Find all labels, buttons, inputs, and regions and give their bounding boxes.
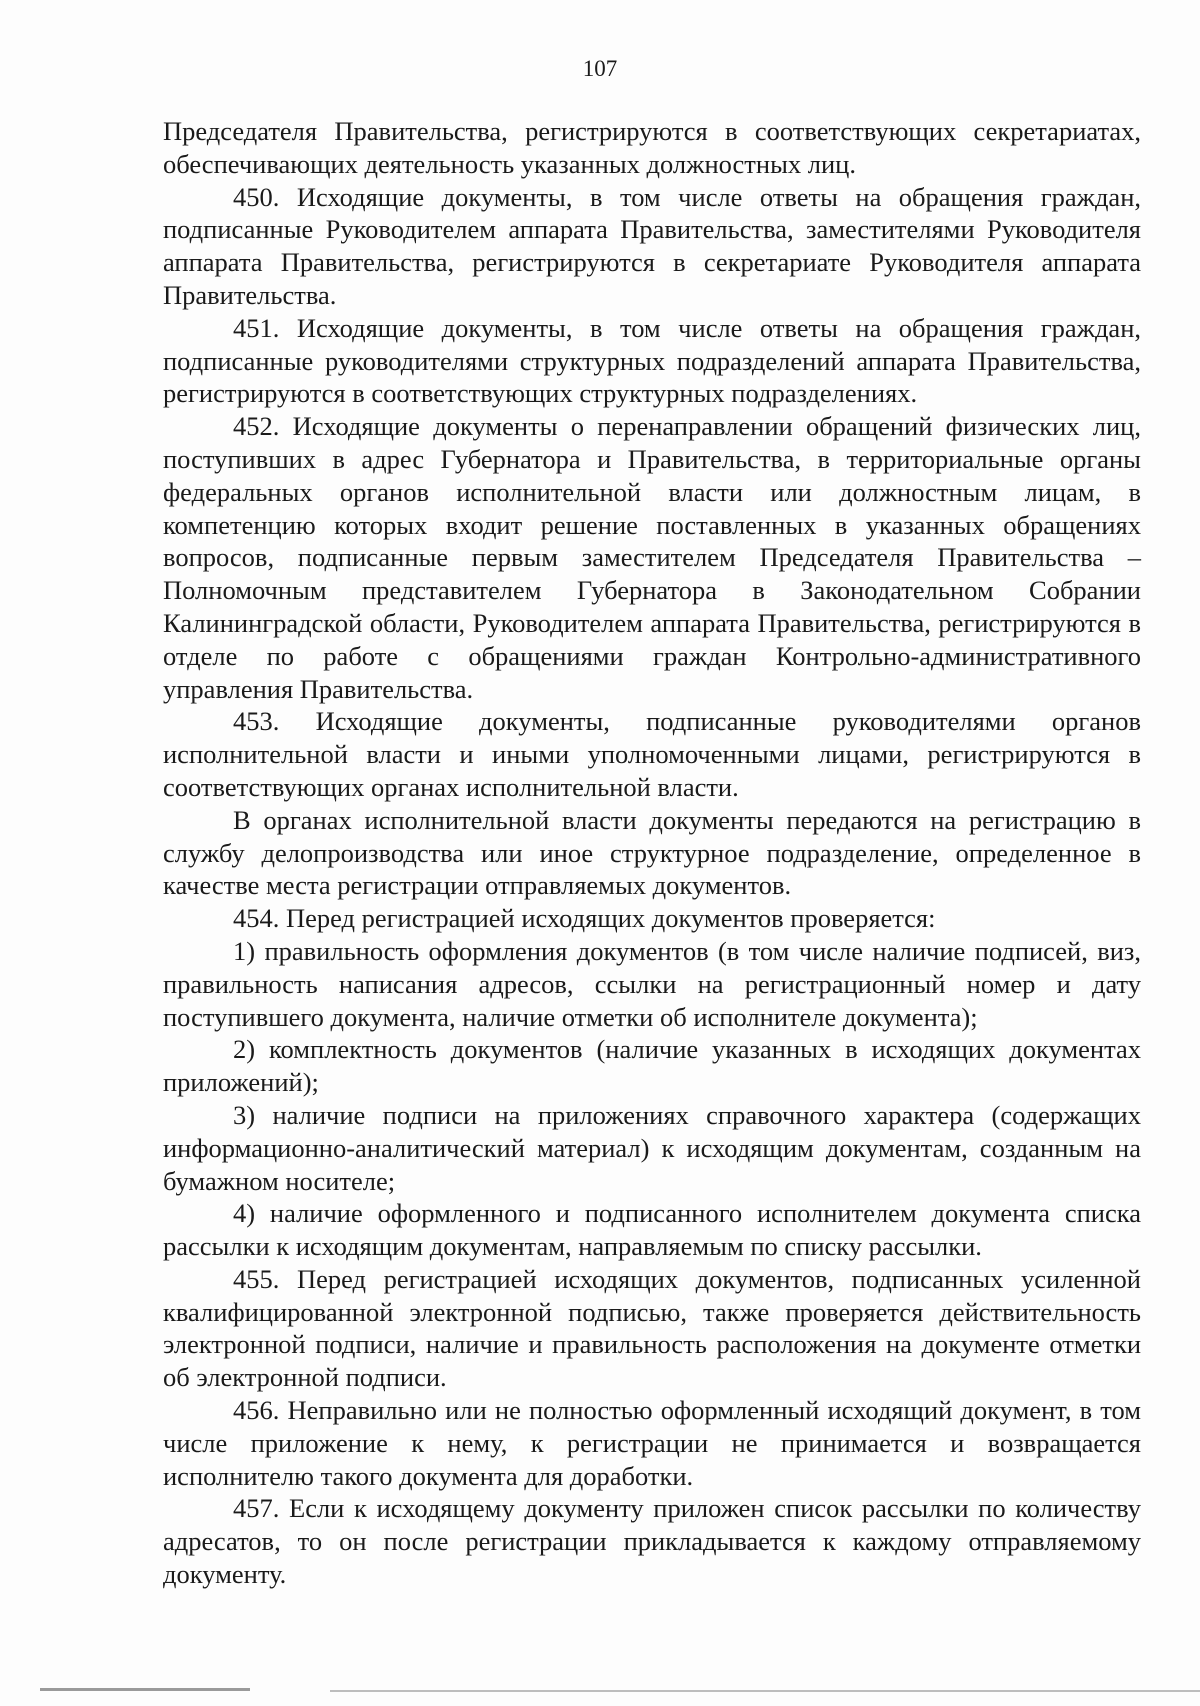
paragraph-453-note: В органах исполнительной власти документы передаются на регистрацию в службу делопроизводства или иное структурное подразделение, определенное в качестве места регистрации отправляемых документов. (163, 804, 1141, 901)
scan-edge-line-left (40, 1688, 250, 1691)
paragraph-451: 451. Исходящие документы, в том числе ответы на обращения граждан, подписанные руководителями структурных подразделений аппарата Правительства, регистрируются в соответствующих структурных подразделениях. (163, 312, 1141, 409)
document-body (163, 115, 1141, 1591)
paragraph-continuation: Председателя Правительства, регистрируются в соответствующих секретариатах, обеспечивающих деятельность указанных должностных лиц. (163, 116, 1141, 179)
paragraph-456: 456. Неправильно или не полностью оформленный исходящий документ, в том числе приложение к нему, к регистрации не принимается и возвращается исполнителю такого документа для доработки. (163, 1395, 1141, 1491)
page-number: 107 (582, 56, 618, 81)
paragraph-455: 455. Перед регистрацией исходящих документов, подписанных усиленной квалифицированной электронной подписью, также проверяется действительность электронной подписи, наличие и правильность расположения на документе отметки об электронной подписи. (163, 1263, 1141, 1393)
paragraph-454-item-3: 3) наличие подписи на приложениях справочного характера (содержащих информационно-аналитический материал) к исходящим документам, созданным на бумажном носителе; (163, 1099, 1141, 1196)
paragraph-454-item-1: 1) правильность оформления документов (в том числе наличие подписей, виз, правильность написания адресов, ссылки на регистрационный номер и дату поступившего документа, наличие отметки об исполнителе документа); (163, 935, 1141, 1032)
paragraph-454: 454. Перед регистрацией исходящих документов проверяется: (233, 903, 936, 934)
paragraph-453: 453. Исходящие документы, подписанные руководителями органов исполнительной власти и иными уполномоченными лицами, регистрируются в соответствующих органах исполнительной власти. (163, 706, 1141, 802)
paragraph-454-item-2: 2) комплектность документов (наличие указанных в исходящих документах приложений); (163, 1034, 1141, 1098)
paragraph-452: 452. Исходящие документы о перенаправлении обращений физических лиц, поступивших в адрес Губернатора и Правительства, в территориальные органы федеральных органов исполнительной власти или должностным лицам, в компетенцию которых входит решение поставленных в указанных обращениях вопросов, подписанные первым заместителем Председателя Правительства – Полномочным представителем Губернатора в Законодательном Собрании Калининградской области, Руководителем аппарата Правительства, регистрируются в отделе по работе с обращениями граждан Контрольно-административного управления Правительства. (163, 411, 1141, 704)
scan-edge-line-right (330, 1690, 1200, 1692)
paragraph-450: 450. Исходящие документы, в том числе ответы на обращения граждан, подписанные Руководителем аппарата Правительства, заместителями Руководителя аппарата Правительства, регистрируются в секретариате Руководителя аппарата Правительства. (163, 181, 1141, 310)
paragraph-457: 457. Если к исходящему документу приложен список рассылки по количеству адресатов, то он после регистрации прикладывается к каждому отправляемому документу. (163, 1493, 1141, 1590)
paragraph-454-item-4: 4) наличие оформленного и подписанного исполнителем документа списка рассылки к исходящим документам, направляемым по списку рассылки. (163, 1198, 1141, 1262)
